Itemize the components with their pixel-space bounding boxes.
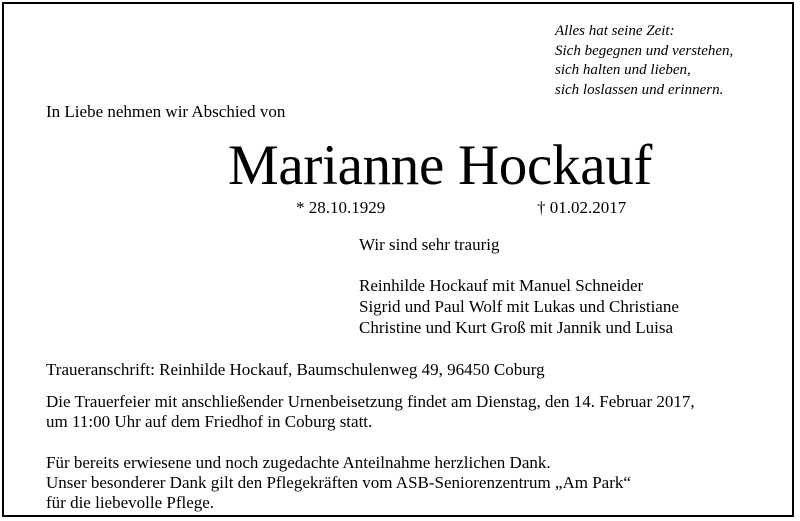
ceremony-line: Die Trauerfeier mit anschließender Urnenbeisetzung findet am Dienstag, den 14. Februar 2017,	[46, 392, 695, 411]
poem	[555, 22, 733, 100]
thanks-line: für die liebevolle Pflege.	[46, 493, 215, 512]
family-member-line: Sigrid und Paul Wolf mit Lukas und Christiane	[359, 297, 679, 316]
poem-line: sich loslassen und erinnern.	[555, 81, 724, 98]
sadness-statement: Wir sind sehr traurig	[359, 235, 500, 254]
poem-line: Alles hat seine Zeit:	[555, 23, 675, 39]
thanks-line: Unser besonderer Dank gilt den Pflegekräften vom ASB-Seniorenzentrum „Am Park“	[46, 473, 631, 492]
intro-text: In Liebe nehmen wir Abschied von	[46, 102, 286, 121]
death-date: † 01.02.2017	[537, 198, 627, 217]
thanks-text	[46, 453, 631, 513]
family-list	[359, 275, 679, 338]
thanks-line: Für bereits erwiesene und noch zugedachte Anteilnahme herzlichen Dank.	[46, 453, 551, 472]
family-member-line: Christine und Kurt Groß mit Jannik und Luisa	[359, 318, 674, 337]
ceremony-info	[46, 392, 695, 432]
poem-line: Sich begegnen und verstehen,	[555, 42, 734, 59]
deceased-name: Marianne Hockauf	[228, 134, 653, 197]
birth-date: * 28.10.1929	[296, 198, 386, 217]
ceremony-line: um 11:00 Uhr auf dem Friedhof in Coburg statt.	[46, 412, 373, 431]
poem-line: sich halten und lieben,	[555, 62, 691, 78]
family-member-line: Reinhilde Hockauf mit Manuel Schneider	[359, 276, 644, 295]
mourning-address: Traueranschrift: Reinhilde Hockauf, Baumschulenweg 49, 96450 Coburg	[46, 360, 545, 379]
